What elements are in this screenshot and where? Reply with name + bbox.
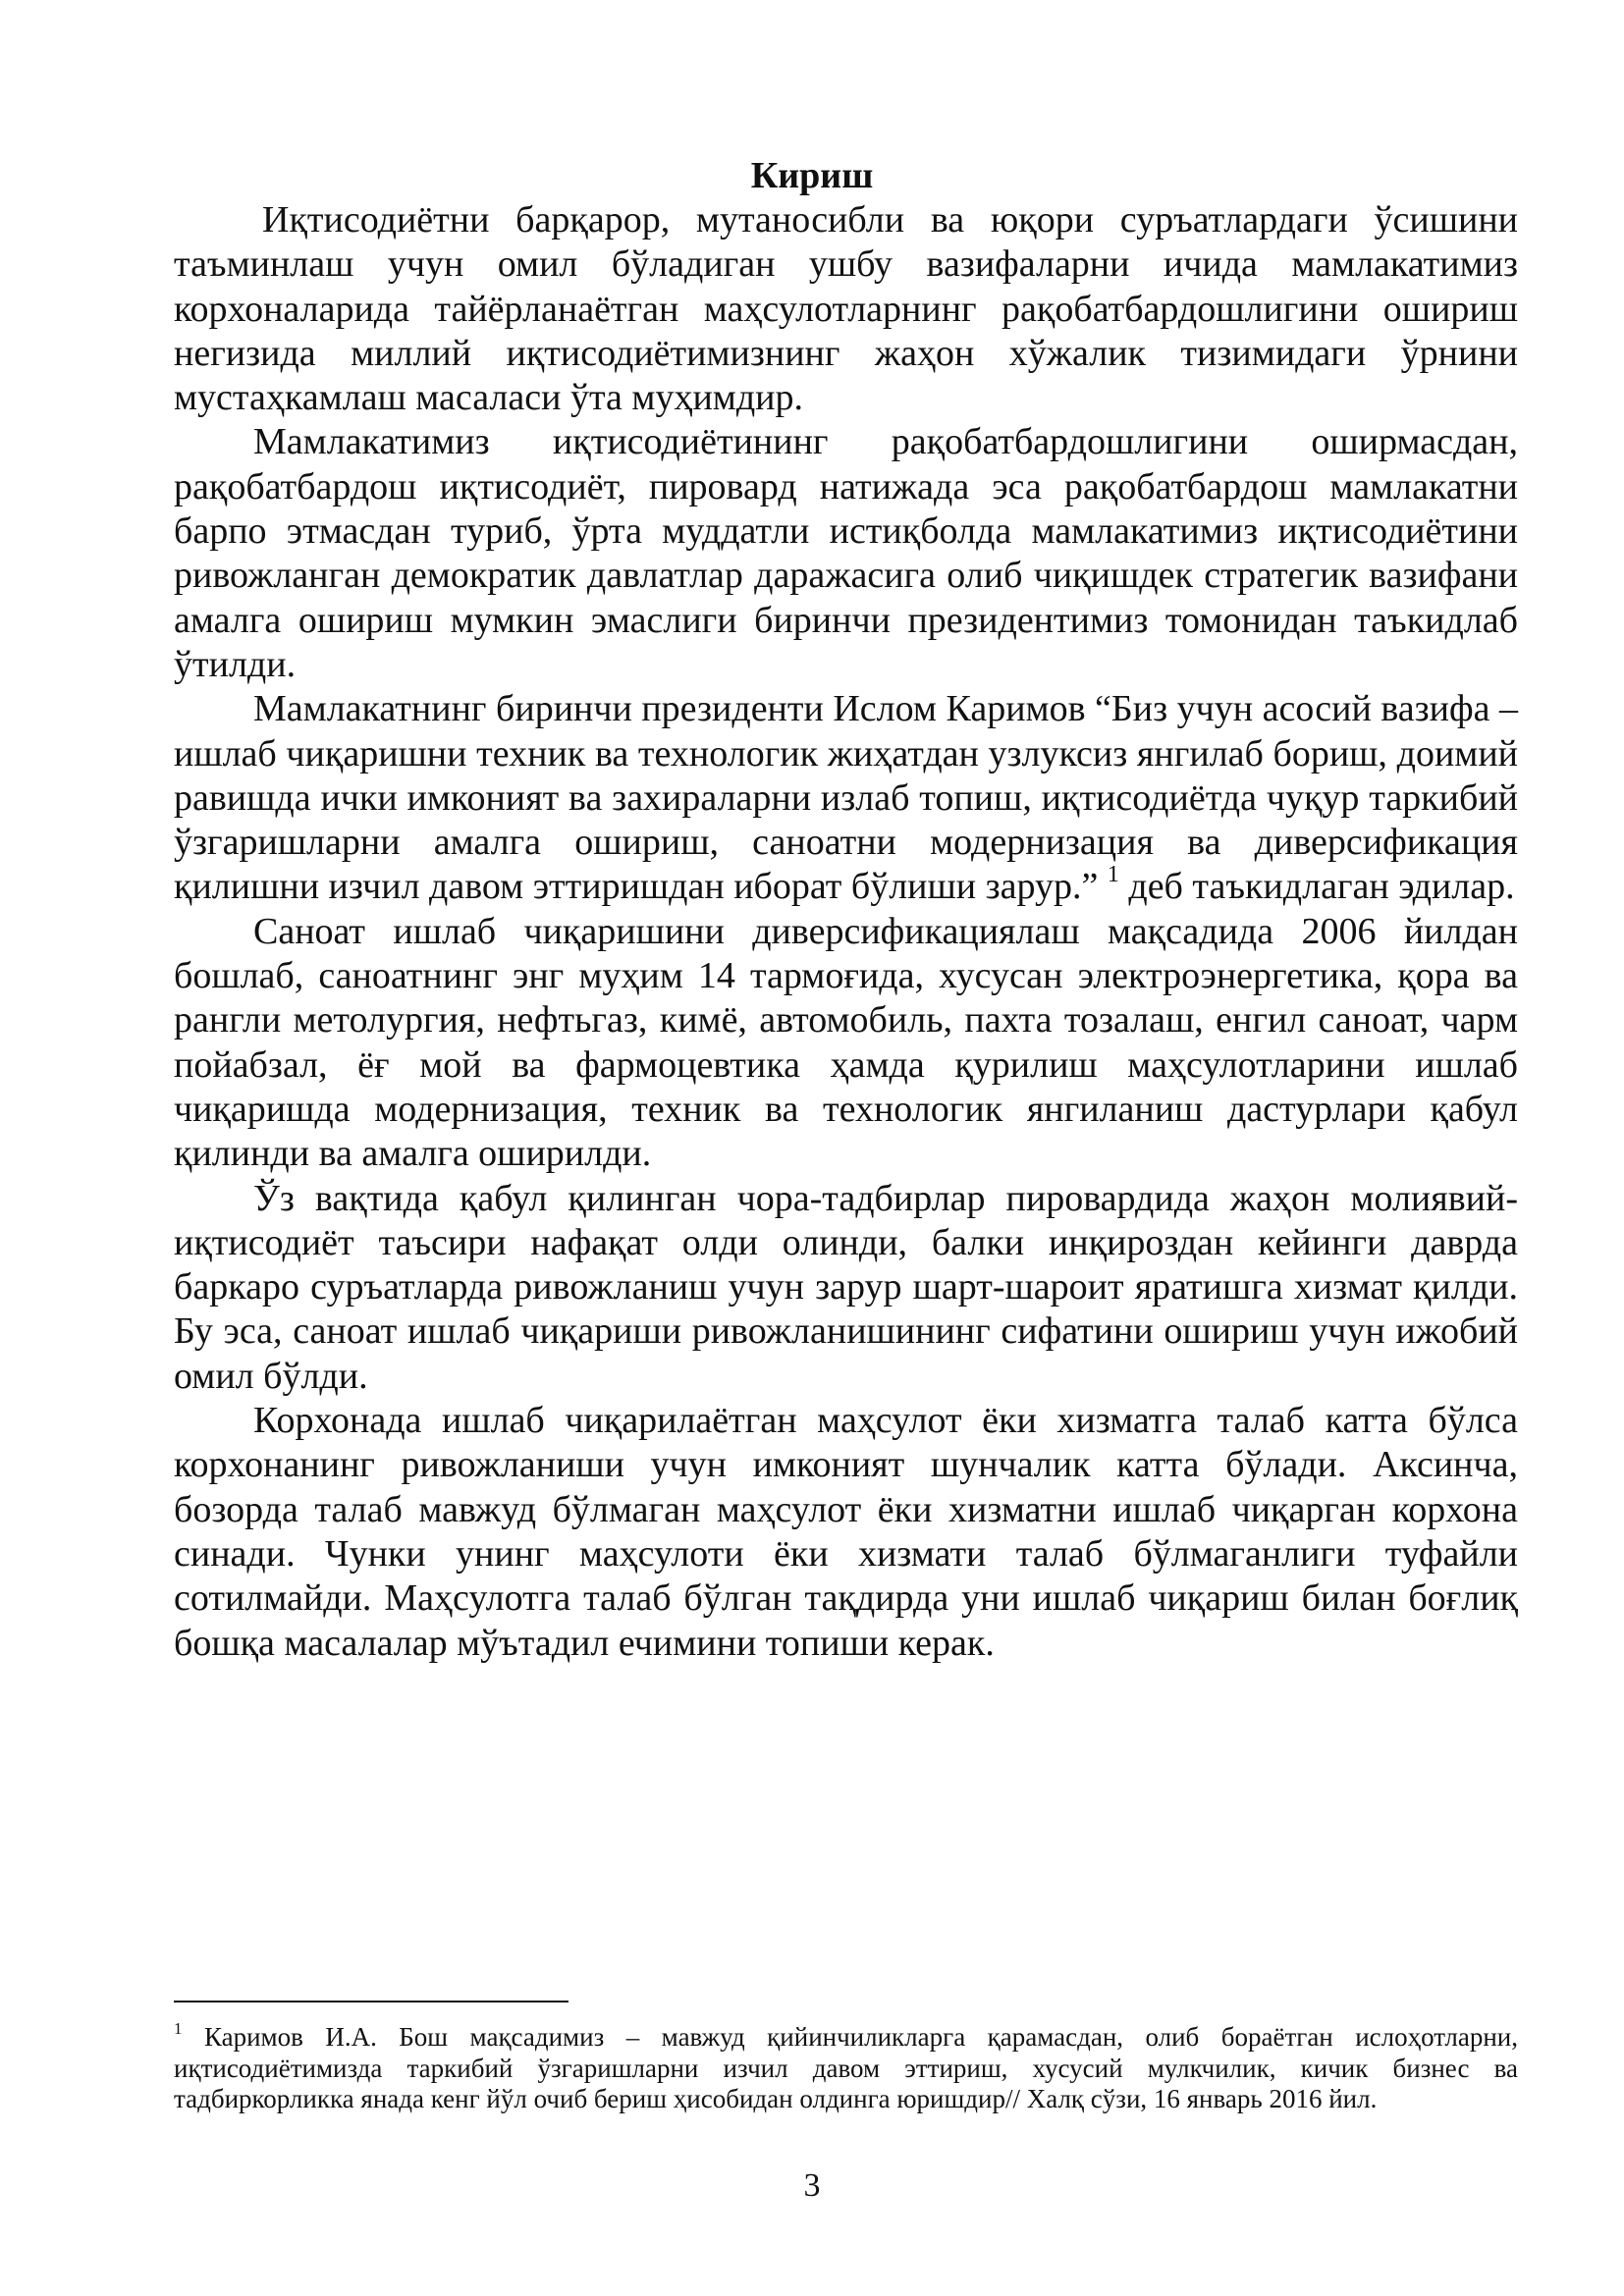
footnote-reference: 1: [1107, 861, 1119, 887]
paragraph-measures: Ўз вақтида қабул қилинган чора-тадбирлар пировардида жаҳон молиявий-иқтисодиёт таъсири нафақат олди олинди, балки инқироздан кейинги даврда баркаро суръатларда ривожланиш учун зарур шарт-шароит яратишга хизмат қилди. Бу эса, саноат ишлаб чиқариши ривожланишининг сифатини ошириш учун ижобий омил бўлди.: [174, 1177, 1518, 1397]
body-text: [174, 198, 1518, 1666]
section-title: Кириш: [750, 155, 874, 196]
paragraph-president-quote: [174, 687, 1518, 909]
paragraph-demand: Корхонада ишлаб чиқарилаётган маҳсулот ёки хизматга талаб катта бўлса корхонанинг ривожланиши учун имконият шунчалик катта бўлади. Аксинча, бозорда талаб мавжуд бўлмаган маҳсулот ёки хизматни ишлаб чиқарган корхона синади. Чунки унинг маҳсулоти ёки хизмати талаб бўлмаганлиги туфайли сотилмайди. Маҳсулотга талаб бўлган тақдирда уни ишлаб чиқариш билан боғлиқ бошқа масалалар мўътадил ечимини топиши керак.: [174, 1400, 1518, 1664]
paragraph-competitiveness: Мамлакатимиз иқтисодиётининг рақобатбардошлигини оширмасдан, рақобатбардош иқтисодиёт, пировард натижада эса рақобатбардош мамлакатни барпо этмасдан туриб, ўрта муддатли истиқболда мамлакатимиз иқтисодиётини ривожланган демократик давлатлар даражасига олиб чиқишдек стратегик вазифани амалга ошириш мумкин эмаслиги биринчи президентимиз томонидан таъкидлаб ўтилди.: [174, 421, 1518, 685]
paragraph-intro: Иқтисодиётни барқарор, мутаносибли ва юқори суръатлардаги ўсишини таъминлаш учун омил бўладиган ушбу вазифаларни ичида мамлакатимиз корхоналарида тайёрланаётган маҳсулотларнинг рақобатбардошлигини ошириш негизида миллий иқтисодиётимизнинг жаҳон хўжалик тизимидаги ўрнини мустаҳкамлаш масаласи ўта муҳимдир.: [174, 199, 1518, 419]
quote-continuation: деб таъкидлаган эдилар.: [1118, 866, 1515, 908]
footnote-text: Каримов И.А. Бош мақсадимиз – мавжуд қийинчиликларга қарамасдан, олиб бораётган ислоҳотларни, иқтисодиётимизда таркибий ўзгаришларни изчил давом эттириш, хусусий мулкчилик, кичик бизнес ва тадбиркорликка янада кенг йўл очиб бериш ҳисобидан олдинга юришдир// Халқ сўзи, 16 январь 2016 йил.: [174, 2022, 1518, 2113]
footnote-marker: 1: [174, 2019, 183, 2038]
quote-text: Мамлакатнинг биринчи президенти Ислом Каримов “Биз учун асосий вазифа – ишлаб чиқаришни техник ва технологик жиҳатдан узлуксиз янгилаб бориш, доимий равишда ички имконият ва захираларни излаб топиш, иқтисодиётда чуқур таркибий ўзгаришларни амалга ошириш, саноатни модернизация ва диверсификация қилишни изчил давом эттиришдан иборат бўлиши зарур.”: [174, 688, 1518, 908]
page-number: 3: [803, 2167, 821, 2204]
paragraph-diversification: Саноат ишлаб чиқаришини диверсификациялаш мақсадида 2006 йилдан бошлаб, саноатнинг энг муҳим 14 тармоғида, хусусан электроэнергетика, қора ва рангли метолургия, нефтьгаз, кимё, автомобиль, пахта тозалаш, енгил саноат, чарм пойабзал, ёғ мой ва фармоцевтика ҳамда қурилиш маҳсулотларини ишлаб чиқаришда модернизация, техник ва технологик янгиланиш дастурлари қабул қилинди ва амалга оширилди.: [174, 910, 1518, 1175]
footnote: [174, 2019, 1518, 2115]
footnote-separator: [174, 2001, 568, 2002]
